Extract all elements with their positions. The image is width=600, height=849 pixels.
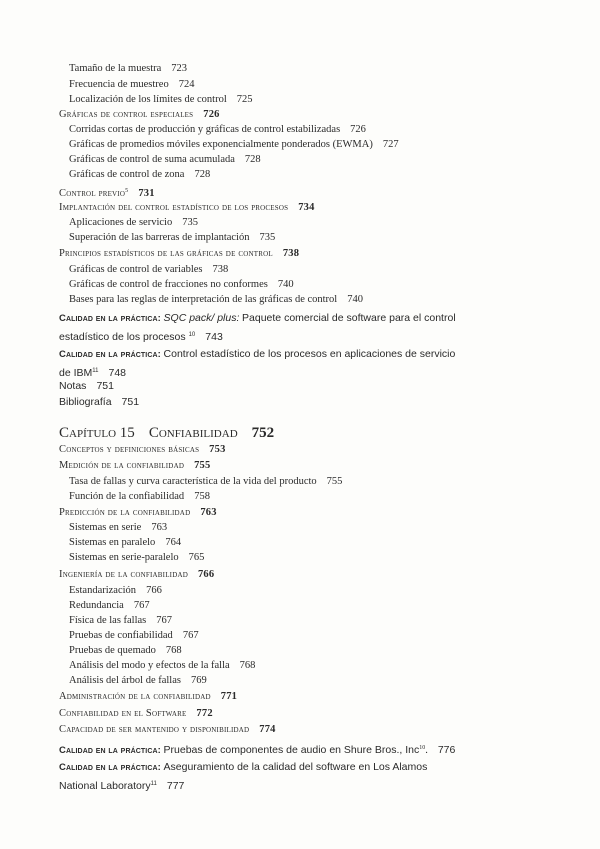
page-number: 728 bbox=[244, 154, 261, 165]
page-number: 735 bbox=[259, 232, 276, 243]
toc-section: Implantación del control estadístico de los procesos 734 bbox=[59, 202, 315, 213]
page-number: 764 bbox=[165, 537, 182, 548]
quality-in-practice-label: Calidad en la práctica: bbox=[59, 762, 161, 773]
toc-section: Confiabilidad en el Software 772 bbox=[59, 708, 213, 719]
toc-section: Administración de la confiabilidad 771 bbox=[59, 691, 238, 702]
page-number: 723 bbox=[171, 63, 188, 74]
toc-section: Principios estadísticos de las gráficas de control 738 bbox=[59, 248, 300, 259]
page-number: 728 bbox=[194, 169, 211, 180]
page-number: 734 bbox=[298, 202, 315, 213]
toc-entry: Análisis del modo y efectos de la falla 768 bbox=[69, 660, 256, 671]
toc-section: Gráficas de control especiales 726 bbox=[59, 109, 220, 120]
page-number: 765 bbox=[188, 552, 205, 563]
toc-entry: Frecuencia de muestreo 724 bbox=[69, 79, 195, 90]
chapter-heading: Capítulo 15 Confiabilidad 752 bbox=[59, 425, 275, 441]
toc-entry: Estandarización 766 bbox=[69, 585, 162, 596]
toc-entry-continuation: de IBM$^{11}$ 748 bbox=[59, 367, 127, 379]
toc-entry-continuation: estadístico de los procesos $^{10}$ 743 bbox=[59, 331, 223, 343]
page-number: 751 bbox=[121, 396, 140, 408]
page-number: 766 bbox=[197, 569, 215, 580]
toc-entry: Notas 751 bbox=[59, 380, 114, 392]
toc-entry: Sistemas en serie 763 bbox=[69, 522, 168, 533]
toc-section: Predicción de la confiabilidad 763 bbox=[59, 507, 217, 518]
toc-entry-continuation: National Laboratory$^{11}$ 777 bbox=[59, 780, 185, 792]
page-number: 774 bbox=[259, 724, 276, 735]
page-number: 768 bbox=[239, 660, 256, 671]
toc-entry: Análisis del árbol de fallas 769 bbox=[69, 675, 207, 686]
toc-entry: Aplicaciones de servicio 735 bbox=[69, 217, 198, 228]
page-number: 727 bbox=[382, 139, 399, 150]
page-number: 731 bbox=[138, 188, 155, 199]
quality-in-practice-label: Calidad en la práctica: bbox=[59, 313, 161, 324]
page-number: 726 bbox=[203, 109, 220, 120]
page-number: 758 bbox=[194, 491, 210, 502]
quality-in-practice-entry: Calidad en la práctica: Pruebas de componentes de audio en Shure Bros., Inc$^{10}$. 776 bbox=[59, 744, 456, 756]
toc-section: Control previo$^5$ 731 bbox=[59, 188, 155, 199]
page-number: 740 bbox=[347, 294, 363, 305]
page-number: 748 bbox=[108, 367, 127, 379]
page-number: 767 bbox=[156, 615, 173, 626]
toc-entry: Pruebas de confiabilidad 767 bbox=[69, 630, 199, 641]
quality-in-practice-entry: Calidad en la práctica: Aseguramiento de la calidad del software en Los Alamos bbox=[59, 761, 428, 773]
toc-entry: Pruebas de quemado 768 bbox=[69, 645, 182, 656]
page-number: 751 bbox=[96, 380, 114, 392]
page-number: 769 bbox=[190, 675, 207, 686]
page-number: 767 bbox=[133, 600, 150, 611]
quality-in-practice-entry: Calidad en la práctica: Control estadístico de los procesos en aplicaciones de servicio bbox=[59, 348, 456, 360]
page-number: 766 bbox=[146, 585, 162, 596]
page-number: 772 bbox=[196, 708, 213, 719]
toc-entry: Redundancia 767 bbox=[69, 600, 150, 611]
toc-entry: Tamaño de la muestra 723 bbox=[69, 63, 188, 74]
toc-entry: Gráficas de control de suma acumulada 728 bbox=[69, 154, 261, 165]
page-number: 763 bbox=[151, 522, 168, 533]
toc-entry: Bases para las reglas de interpretación de las gráficas de control 740 bbox=[69, 294, 363, 305]
page-number: 735 bbox=[182, 217, 198, 228]
page-number: 726 bbox=[350, 124, 366, 135]
page-number: 740 bbox=[277, 279, 294, 290]
page-number: 753 bbox=[209, 444, 226, 455]
toc-section: Medición de la confiabilidad 755 bbox=[59, 460, 211, 471]
page-number: 743 bbox=[205, 331, 223, 343]
page-number: 768 bbox=[165, 645, 182, 656]
toc-section: Ingeniería de la confiabilidad 766 bbox=[59, 569, 215, 580]
toc-entry: Localización de los límites de control 725 bbox=[69, 94, 253, 105]
page-number: 767 bbox=[182, 630, 199, 641]
quality-in-practice-entry: Calidad en la práctica: SQC pack/ plus: Paquete comercial de software para el control bbox=[59, 312, 456, 324]
page-number: 724 bbox=[178, 79, 195, 90]
page-number: 771 bbox=[220, 691, 238, 702]
page-number: 752 bbox=[251, 425, 275, 441]
quality-in-practice-label: Calidad en la práctica: bbox=[59, 745, 161, 756]
page-number: 755 bbox=[194, 460, 211, 471]
toc-entry: Gráficas de control de variables 738 bbox=[69, 264, 229, 275]
page-number: 725 bbox=[236, 94, 253, 105]
toc-entry: Gráficas de promedios móviles exponencialmente ponderados (EWMA) 727 bbox=[69, 139, 399, 150]
toc-entry: Tasa de fallas y curva característica de la vida del producto 755 bbox=[69, 476, 343, 487]
toc-entry: Función de la confiabilidad 758 bbox=[69, 491, 210, 502]
toc-section: Capacidad de ser mantenido y disponibilidad 774 bbox=[59, 724, 276, 735]
page-number: 763 bbox=[200, 507, 217, 518]
page-number: 755 bbox=[326, 476, 343, 487]
toc-entry: Superación de las barreras de implantación 735 bbox=[69, 232, 276, 243]
toc-entry: Bibliografía 751 bbox=[59, 396, 140, 408]
toc-entry: Gráficas de control de fracciones no conformes 740 bbox=[69, 279, 294, 290]
page-number: 738 bbox=[282, 248, 300, 259]
toc-section: Conceptos y definiciones básicas 753 bbox=[59, 444, 226, 455]
toc-entry: Física de las fallas 767 bbox=[69, 615, 173, 626]
page-number: 776 bbox=[437, 744, 456, 756]
toc-entry: Gráficas de control de zona 728 bbox=[69, 169, 211, 180]
page-number: 738 bbox=[212, 264, 229, 275]
quality-in-practice-label: Calidad en la práctica: bbox=[59, 349, 161, 360]
page-number: 777 bbox=[166, 780, 185, 792]
toc-entry: Corridas cortas de producción y gráficas de control estabilizadas 726 bbox=[69, 124, 366, 135]
toc-entry: Sistemas en paralelo 764 bbox=[69, 537, 182, 548]
toc-entry: Sistemas en serie-paralelo 765 bbox=[69, 552, 205, 563]
